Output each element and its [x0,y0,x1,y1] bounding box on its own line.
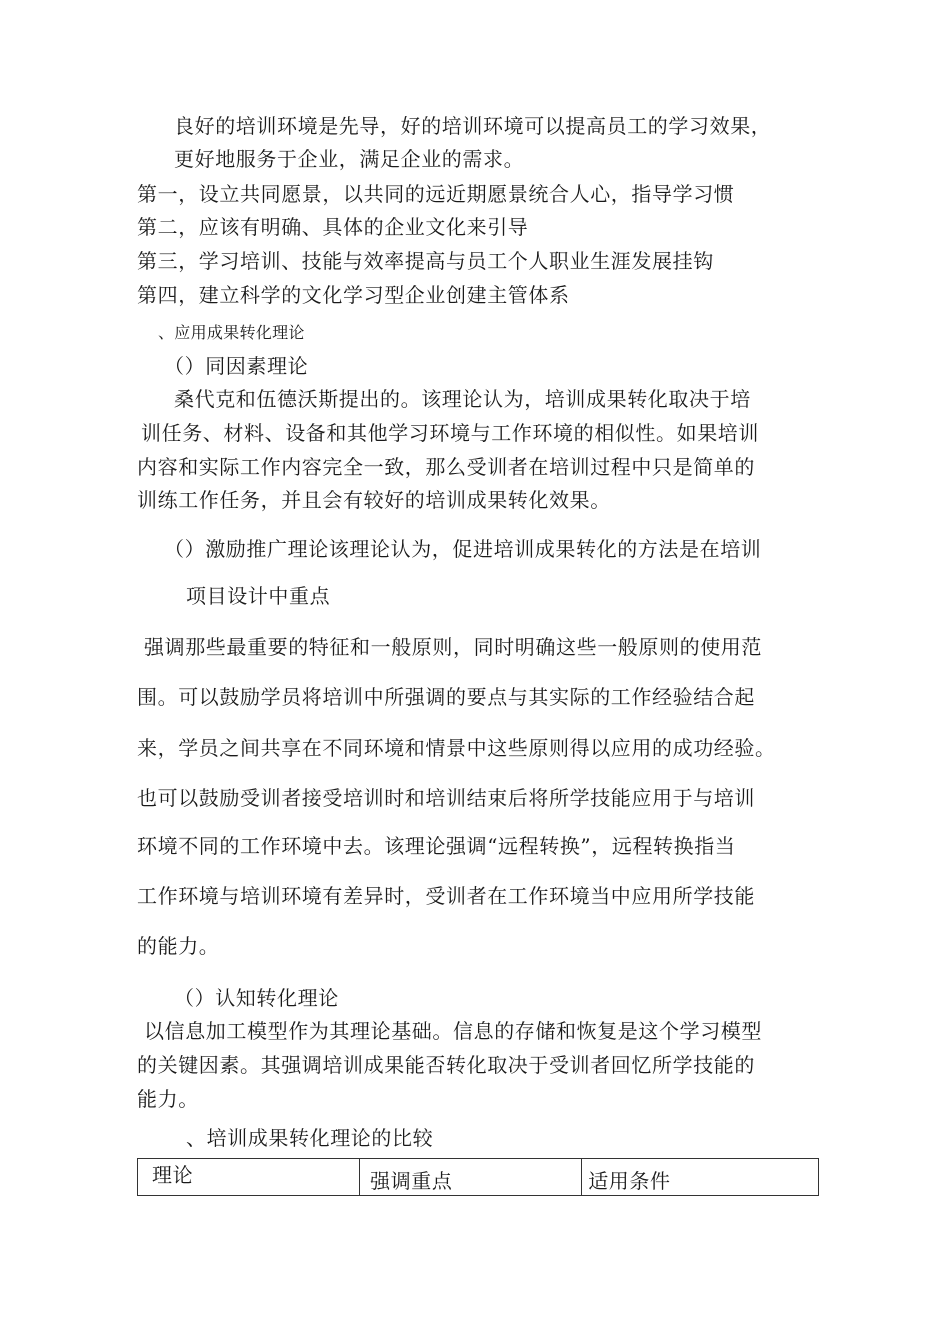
subheading-incentive-generalization: （）激励推广理论该理论认为，促进培训成果转化的方法是在培训 [164,537,762,561]
paragraph-line: 的关键因素。其强调培训成果能否转化取决于受训者回忆所学技能的 [137,1053,755,1077]
header-theory: 理论 [152,1162,194,1187]
header-conditions: 适用条件 [588,1168,671,1193]
paragraph-line: 环境不同的工作环境中去。该理论强调“远程转换”，远程转换指当 [137,834,736,858]
list-item-third: 第三，学习培训、技能与效率提高与员工个人职业生涯发展挂钩 [137,249,714,273]
subheading-cognitive-transfer: （）认知转化理论 [174,986,339,1010]
paragraph-line: 围。可以鼓励学员将培训中所强调的要点与其实际的工作经验结合起 [137,685,755,709]
paragraph-line: 良好的培训环境是先导，好的培训环境可以提高员工的学习效果， [174,114,772,138]
paragraph-line: 工作环境与培训环境有差异时，受训者在工作环境当中应用所学技能 [137,884,755,908]
subheading-identical-elements: （）同因素理论 [164,354,309,378]
comparison-table [137,1158,819,1196]
paragraph-line: 训任务、材料、设备和其他学习环境与工作环境的相似性。如果培训 [141,421,759,445]
paragraph-line: 以信息加工模型作为其理论基础。信息的存储和恢复是这个学习模型 [144,1019,762,1043]
list-item-fourth: 第四，建立科学的文化学习型企业创建主管体系 [137,283,570,307]
list-item-first: 第一，设立共同愿景，以共同的远近期愿景统合人心，指导学习惯 [137,182,735,206]
table-header-row [138,1159,819,1196]
list-item-second: 第二，应该有明确、具体的企业文化来引导 [137,215,529,239]
table-header-cell [138,1159,360,1196]
section-heading-comparison: 、培训成果转化理论的比较 [186,1126,434,1150]
paragraph-line: 的能力。 [137,934,220,958]
paragraph-line: 能力。 [137,1087,199,1111]
header-emphasis: 强调重点 [370,1168,453,1193]
table-header-cell [360,1159,582,1196]
section-heading-apply: 、应用成果转化理论 [158,323,305,342]
table-header-cell [582,1159,819,1196]
paragraph-line: 强调那些最重要的特征和一般原则，同时明确这些一般原则的使用范 [144,635,762,659]
paragraph-line: 桑代克和伍德沃斯提出的。该理论认为，培训成果转化取决于培 [174,387,751,411]
paragraph-line: 也可以鼓励受训者接受培训时和培训结束后将所学技能应用于与培训 [137,786,755,810]
paragraph-line: 训练工作任务，并且会有较好的培训成果转化效果。 [137,488,611,512]
paragraph-line: 更好地服务于企业，满足企业的需求。 [174,147,525,171]
paragraph-line: 来，学员之间共享在不同环境和情景中这些原则得以应用的成功经验。 [137,736,776,760]
paragraph-line: 内容和实际工作内容完全一致，那么受训者在培训过程中只是简单的 [137,455,755,479]
paragraph-line: 项目设计中重点 [186,584,331,608]
